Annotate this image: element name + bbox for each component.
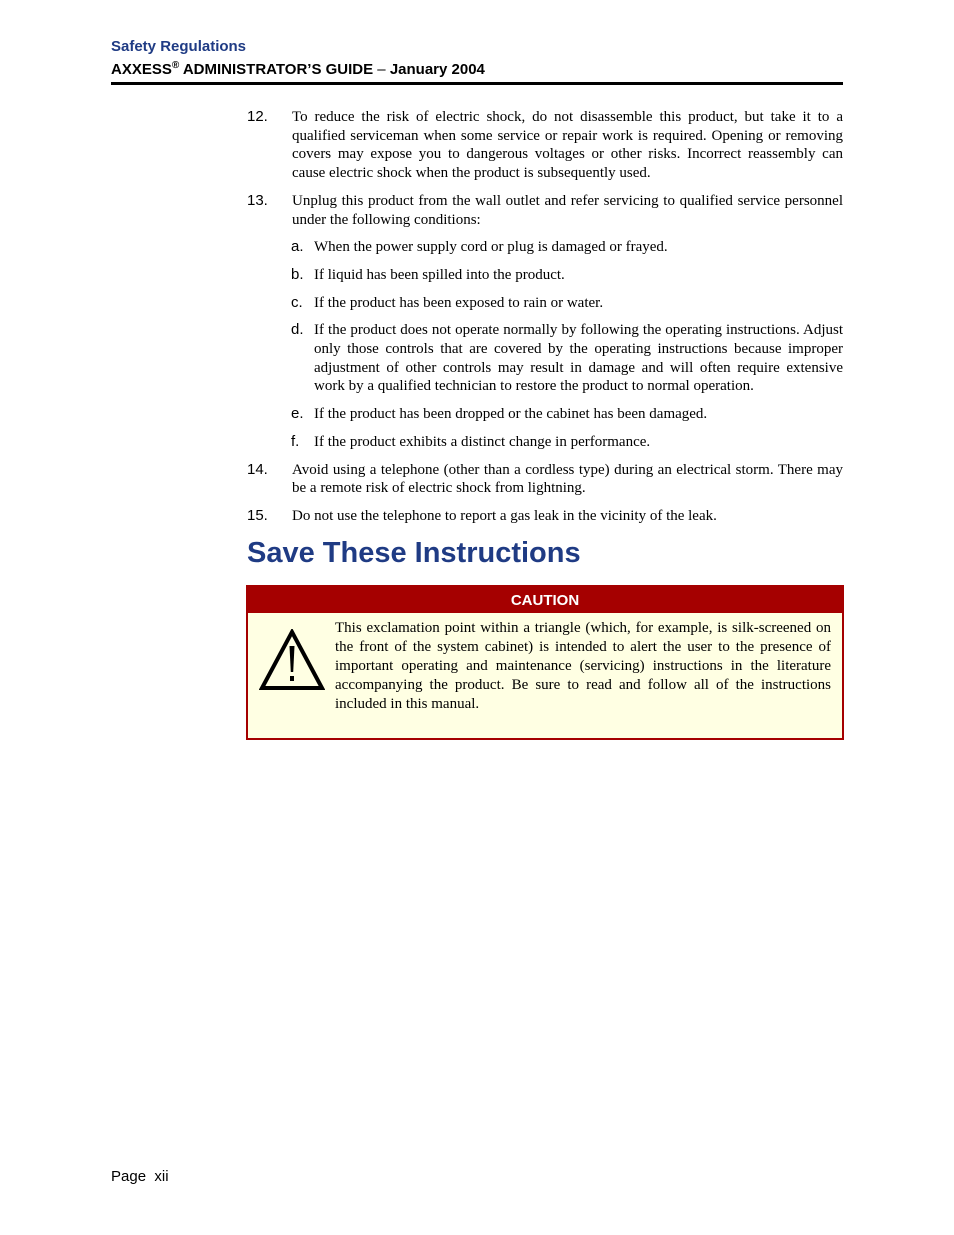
sub-list-item xyxy=(247,266,843,285)
sub-item-text: If the product does not operate normally by following the operating instructions. Adjust only those controls that are covered by the operating instructions because improper adjustment of other controls may result in damage and will often require extensive work by a qualified technician to restore the product to normal operation. xyxy=(314,322,843,395)
list-item xyxy=(247,461,843,498)
sub-item-letter: b. xyxy=(291,265,304,283)
sub-item-text: If the product has been exposed to rain or water. xyxy=(314,294,604,311)
running-header-section: Safety Regulations xyxy=(111,38,247,55)
caution-text: This exclamation point within a triangle (which, for example, is silk-screened on the front of the system cabinet) is intended to alert the user to the presence of important operating and maintenance (servicing) instructions in the literature accompanying the product. Be sure to read and follow all of the instructions included in this manual. xyxy=(335,620,831,712)
sub-list-item xyxy=(247,294,843,313)
list-item xyxy=(247,108,843,183)
item-number: 15. xyxy=(247,506,268,524)
sub-list-item xyxy=(247,405,843,424)
caution-box xyxy=(246,585,844,740)
registered-mark: ® xyxy=(171,60,180,71)
sub-item-letter: c. xyxy=(291,293,303,311)
sub-list-item xyxy=(247,433,843,452)
sub-list-item xyxy=(247,321,843,396)
warning-triangle-icon xyxy=(259,629,325,691)
running-header-guide-title xyxy=(111,60,485,78)
sub-item-text: If liquid has been spilled into the product. xyxy=(314,266,565,283)
sub-item-text: When the power supply cord or plug is damaged or frayed. xyxy=(314,239,668,256)
item-text: To reduce the risk of electric shock, do not disassemble this product, but take it to a qualified serviceman when some service or repair work is required. Opening or removing covers may expose you to dangerous voltages or other risks. Incorrect reassembly can cause electric shock when the product is subsequently used. xyxy=(292,109,843,182)
guide-date: January 2004 xyxy=(389,61,485,78)
item-text: Do not use the telephone to report a gas leak in the vicinity of the leak. xyxy=(292,507,717,524)
sub-item-letter: f. xyxy=(291,432,300,450)
caution-heading: CAUTION xyxy=(248,587,842,613)
sub-item-letter: d. xyxy=(291,321,304,339)
page-number: Page xii xyxy=(111,1168,169,1185)
guide-title: ADMINISTRATOR’S GUIDE xyxy=(179,61,374,78)
sub-item-letter: e. xyxy=(291,405,304,423)
list-item xyxy=(247,192,843,229)
item-number: 13. xyxy=(247,191,268,209)
sub-item-text: If the product exhibits a distinct change in performance. xyxy=(314,433,651,450)
item-number: 14. xyxy=(247,460,268,478)
list-item xyxy=(247,507,843,526)
product-name: AXXESS xyxy=(111,61,172,78)
sub-item-text: If the product has been dropped or the cabinet has been damaged. xyxy=(314,406,708,423)
header-rule xyxy=(111,82,843,85)
instruction-list xyxy=(247,108,843,535)
item-number: 12. xyxy=(247,108,268,125)
item-text: Unplug this product from the wall outlet and refer servicing to qualified service personnel under the following conditions: xyxy=(292,192,843,228)
item-text: Avoid using a telephone (other than a cordless type) during an electrical storm. There may be a remote risk of electric shock from lightning. xyxy=(292,461,843,497)
sub-list-item xyxy=(247,238,843,257)
header-dash: – xyxy=(373,61,390,78)
section-title: Save These Instructions xyxy=(247,537,581,569)
sub-item-letter: a. xyxy=(291,238,304,256)
